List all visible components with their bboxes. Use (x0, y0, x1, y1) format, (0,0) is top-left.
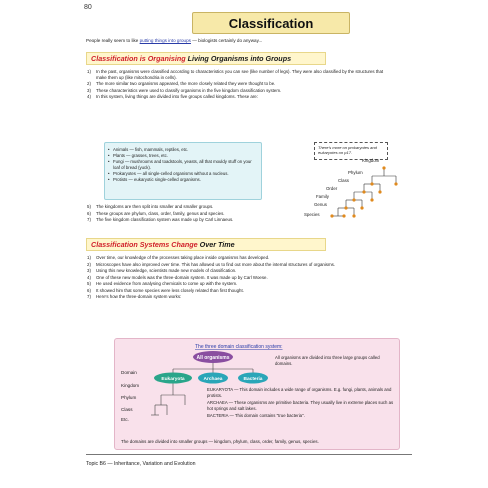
kingdom-list-box (104, 142, 262, 200)
list-item (86, 275, 406, 281)
list-item (86, 268, 406, 274)
bullet-archaea: ARCHAEA — These organisms are primitive bacteria. They usually live in extreme places such as hot springs and salt lakes. (207, 400, 394, 411)
textbook-page (82, 0, 412, 488)
tree-node (330, 214, 333, 217)
item-text: Using this new knowledge, scientists made new models of classification. (96, 268, 237, 273)
page-footer: Topic B6 — Inheritance, Variation and Evolution (86, 454, 412, 474)
item-text: In the past, organisms were classified according to characteristics you can see (like number of legs). They were also classified by the structures that make them up (like mitochondria in cells). (96, 69, 384, 80)
list-item (86, 288, 406, 294)
item-number: 3) (87, 268, 91, 273)
list-item (86, 281, 406, 287)
side-label-kingdom: Kingdom (121, 383, 140, 388)
tree-node (378, 190, 381, 193)
tree-label-family: Family (316, 194, 329, 199)
item-number: 5) (87, 281, 91, 286)
item-text: One of these new models was the three-domain system. It was made up by Carl Woese. (96, 274, 268, 280)
section1-heading-a: Classification is Organising (91, 54, 188, 63)
item-text: These characteristics were used to classify organisms in the five kingdom classification system. (96, 87, 282, 93)
item-number: 7) (87, 217, 91, 222)
item-number: 4) (87, 94, 91, 100)
list-item (86, 217, 296, 223)
list-item (86, 294, 406, 300)
item-text: It showed him that some species were less closely related than first thought. (96, 287, 244, 293)
item-text: Microscopes have also improved over time. This has allowed us to find out more about the internal structures of organisms. (96, 261, 336, 267)
bullet-eukaryota: EUKARYOTA — This domain includes a wide range of organisms. E.g. fungi, plants, animals and protists. (207, 387, 392, 398)
item-text: The five kingdom classification system was made up by Carl Linnaeus. (96, 217, 234, 222)
page-number: 80 (84, 4, 92, 11)
tree-node (352, 214, 355, 217)
section1-list (86, 69, 386, 101)
tree-label-phylum: Phylum (348, 170, 363, 175)
tree-label-kingdom: Kingdom (362, 158, 380, 163)
domain-footer-text: The domains are divided into smaller groups — kingdom, phylum, class, order, family, genus, species. (121, 439, 319, 444)
section1-list-continued (86, 204, 296, 224)
domain-intro: All organisms are divided into three large groups called domains. (275, 355, 380, 366)
item-number: 6) (87, 210, 91, 216)
tree-node (370, 182, 373, 185)
item-number: 3) (87, 87, 91, 93)
item-text: These groups are phylum, class, order, family, genus and species. (96, 210, 225, 216)
tree-node (342, 214, 345, 217)
list-item (86, 94, 386, 100)
list-item (86, 81, 386, 87)
domain-caption: The three domain classification system: (195, 344, 283, 350)
domain-label-eukaryota: Eukaryota (161, 377, 185, 382)
item-number: 4) (87, 274, 91, 280)
section2-heading-a: Classification Systems Change (91, 240, 200, 249)
section1-heading (86, 52, 326, 65)
list-item (86, 69, 386, 81)
kingdom-item: • Plants — grasses, trees, etc. (113, 153, 257, 159)
intro-pre: People really seem to like (86, 38, 140, 43)
list-item (86, 255, 406, 261)
tree-node (352, 198, 355, 201)
kingdom-item: • Protists — eukaryotic single-celled organisms. (113, 177, 257, 183)
intro-text (86, 38, 410, 44)
item-text: The kingdoms are then split into smaller and smaller groups. (96, 204, 214, 209)
tree-node (360, 206, 363, 209)
page-title: Classification (192, 12, 350, 34)
item-number: 1) (87, 69, 91, 74)
tree-label-class: Class (338, 178, 349, 183)
domain-label-archaea: Archaea (203, 377, 223, 382)
domain-description (275, 355, 397, 370)
kingdom-item: • Animals — fish, mammals, reptiles, etc. (113, 147, 257, 153)
tree-label-order: Order (326, 186, 338, 191)
kingdom-item: • Prokaryotes — all single-celled organisms without a nucleus. (113, 171, 257, 177)
item-text: In this system, living things are divided into five groups called kingdoms. These are: (96, 94, 258, 100)
list-item (86, 211, 296, 217)
intro-post: — biologists certainly do anyway... (190, 38, 263, 43)
side-label-class: Class (121, 407, 133, 412)
item-text: He used evidence from analysing chemicals to come up with the system. (96, 281, 238, 286)
item-number: 1) (87, 255, 91, 260)
kingdom-item: • Fungi — mushrooms and toadstools, yeasts, all that mouldy stuff on your loaf of bread (yuck). (113, 159, 257, 171)
tree-node (362, 190, 365, 193)
tree-node (370, 198, 373, 201)
side-label-domain: Domain (121, 370, 137, 375)
side-note: There's more on prokaryotes and eukaryotes on p17. (314, 142, 388, 160)
item-number: 6) (87, 287, 91, 293)
tree-node (394, 182, 397, 185)
list-item (86, 88, 386, 94)
section2-heading-b: Over Time (199, 240, 235, 249)
three-domain-box (114, 338, 400, 450)
item-number: 2) (87, 81, 91, 87)
root-label: All organisms (196, 355, 230, 361)
item-text: Here's how the three-domain system works: (96, 294, 182, 299)
item-number: 2) (87, 261, 91, 267)
tree-node (344, 206, 347, 209)
side-label-phylum: Phylum (121, 395, 137, 400)
section2-list (86, 255, 406, 301)
list-item (86, 204, 296, 210)
tree-node (382, 166, 385, 169)
item-number: 7) (87, 294, 91, 299)
intro-link: putting things into groups (139, 38, 191, 43)
section1-heading-b: Living Organisms into Groups (187, 54, 292, 63)
item-text: The more similar two organisms appeared, the more closely related they were thought to be. (96, 81, 276, 87)
domain-bullets (207, 387, 397, 419)
tree-label-species: Species (304, 212, 320, 217)
domain-label-bacteria: Bacteria (243, 377, 263, 382)
tree-label-genus: Genus (314, 202, 327, 207)
list-item (86, 262, 406, 268)
item-number: 5) (87, 204, 91, 209)
item-text: Over time, our knowledge of the processes taking place inside organisms has developed. (96, 255, 270, 260)
side-label-etc: Etc. (121, 417, 129, 422)
section2-heading (86, 238, 326, 251)
bullet-bacteria: BACTERIA — This domain contains "true bacteria". (207, 413, 305, 419)
